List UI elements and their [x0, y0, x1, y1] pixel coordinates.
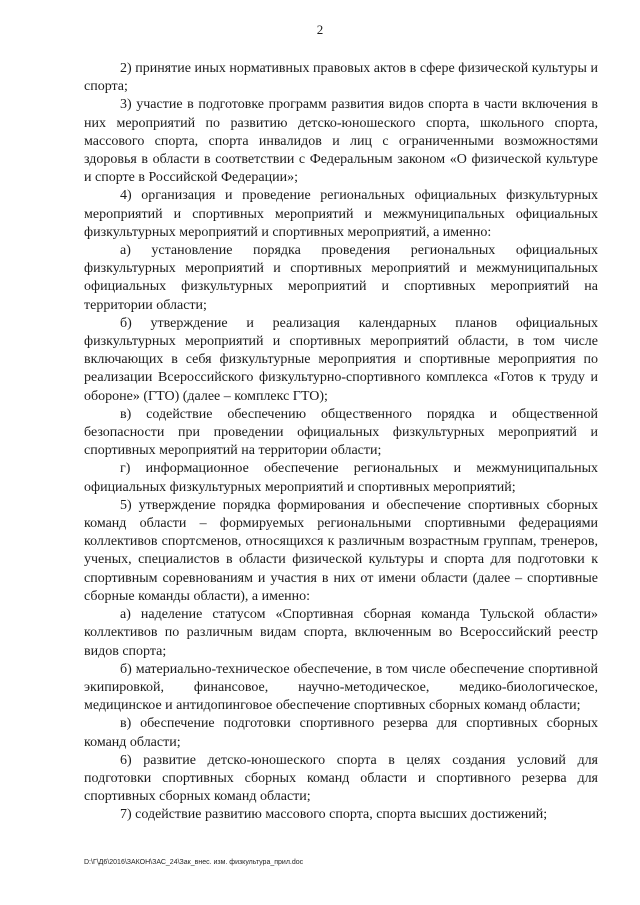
paragraph-item-2: 2) принятие иных нормативных правовых актов в сфере физической культуры и спорта;: [84, 61, 598, 95]
paragraph-subitem-4a: а) установление порядка проведения региональных официальных физкультурных мероприятий и спортивных мероприятий и межмуниципальных официальных физкультурных мероприятий и спортивных мероприятий на территории области;: [84, 243, 598, 313]
file-path-footer: D:\Г\Д6\2016\ЗАКОН\ЗАС_24\Зак_внес. изм. физкультура_прил.doc: [84, 859, 304, 866]
paragraph-item-7: 7) содействие развитию массового спорта, спорта высших достижений;: [120, 807, 548, 823]
paragraph-item-6: 6) развитие детско-юношеского спорта в целях создания условий для подготовки спортивных сборных команд области и спортивного резерва для спортивных сборных команд области;: [84, 752, 598, 805]
paragraph-subitem-5a: а) наделение статусом «Спортивная сборная команда Тульской области» коллективов по различным видам спорта, включенным во Всероссийский реестр видов спорта;: [84, 607, 598, 659]
paragraph-subitem-4g: г) информационное обеспечение региональных и межмуниципальных официальных физкультурных мероприятий и спортивных мероприятий;: [84, 461, 598, 495]
paragraph-subitem-4b: б) утверждение и реализация календарных планов официальных физкультурных мероприятий и спортивных мероприятий области, в том числе включающих в себя физкультурные мероприятия и спортивные мероприятия по реализации Всероссийского физкультурно-спортивного комплекса «Готов к труду и обороне» (ГТО) (далее – комплекс ГТО);: [84, 315, 598, 404]
paragraph-item-4: 4) организация и проведение региональных официальных физкультурных мероприятий и спортивных мероприятий и межмуниципальных официальных физкультурных мероприятий и спортивных мероприятий, а именно:: [84, 188, 598, 240]
body-text: [84, 60, 598, 825]
paragraph-item-3: 3) участие в подготовке программ развития видов спорта в части включения в них мероприятий по развитию детско-юношеского спорта, школьного спорта, массового спорта, спорта инвалидов и лиц с ограниченными возможностями здоровья в области в соответствии с Федеральным законом «О физической культуре и спорте в Российской Федерации»;: [84, 97, 598, 186]
paragraph-subitem-5b: б) материально-техническое обеспечение, в том числе обеспечение спортивной экипировкой, финансовое, научно-методическое, медико-биологическое, медицинское и антидопинговое обеспечение спортивных сборных команд области;: [84, 661, 598, 714]
paragraph-subitem-4v: в) содействие обеспечению общественного порядка и общественной безопасности при проведении официальных физкультурных мероприятий и спортивных мероприятий на территории области;: [84, 406, 598, 459]
paragraph-subitem-5v: в) обеспечение подготовки спортивного резерва для спортивных сборных команд области;: [84, 716, 598, 750]
page-number: 2: [316, 22, 324, 37]
paragraph-item-5: 5) утверждение порядка формирования и обеспечение спортивных сборных команд области – формируемых региональными спортивными федерациями коллективов спортсменов, относящихся к различным возрастным группам, тренеров, ученых, специалистов в области физической культуры и спорта для подготовки к спортивным соревнованиям и участия в них от имени области (далее – спортивные сборные команды области), а именно:: [84, 497, 598, 604]
